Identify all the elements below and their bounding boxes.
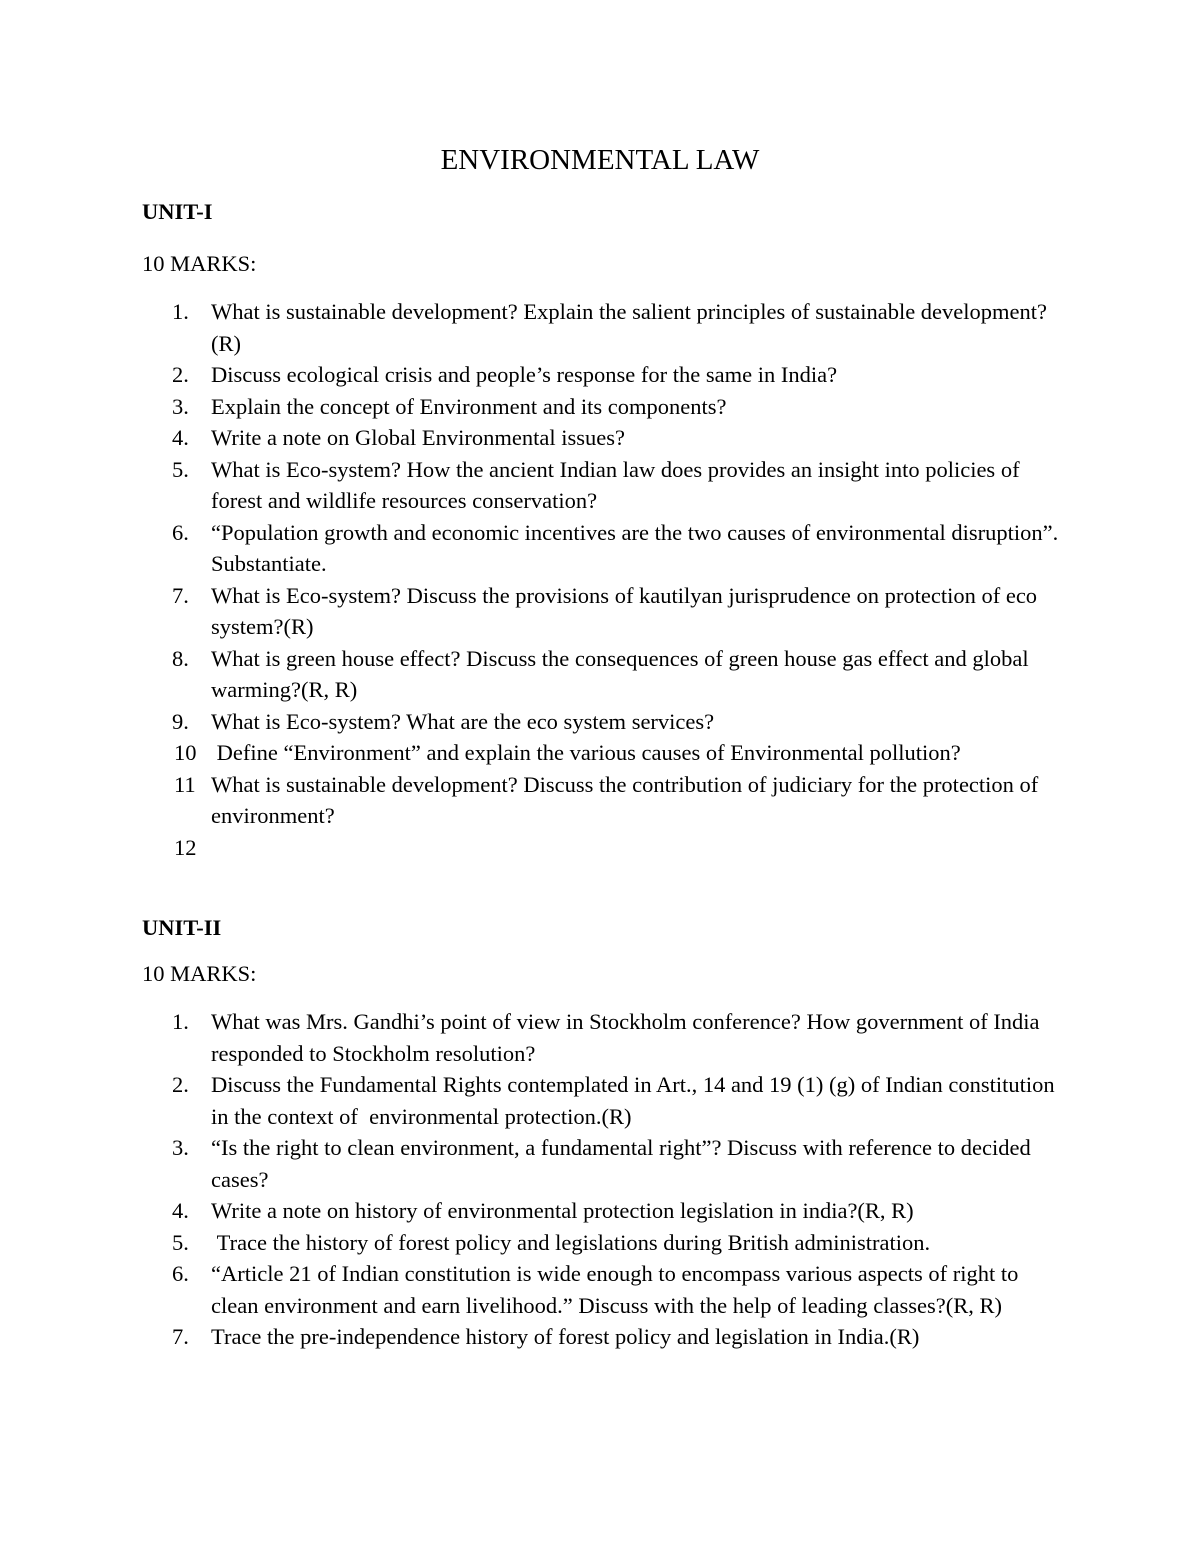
question-number: 12	[174, 834, 197, 860]
unit-1-question-5	[0, 454, 1061, 517]
question-text: Define “Environment” and explain the various causes of Environmental pollution?	[211, 740, 961, 765]
question-text: Discuss ecological crisis and people’s response for the same in India?	[211, 362, 838, 387]
unit-2-question-7	[0, 1321, 1061, 1353]
question-text: What is sustainable development? Explain the salient principles of sustainable development?(R)	[211, 299, 1048, 356]
question-text: “Article 21 of Indian constitution is wide enough to encompass various aspects of right to clean environment and earn livelihood.” Discuss with the help of leading classes?(R, R)	[211, 1261, 1019, 1318]
question-text: Trace the pre-independence history of forest policy and legislation in India.(R)	[211, 1324, 920, 1349]
question-number: 6.	[172, 1261, 189, 1286]
question-number: 10	[174, 740, 197, 765]
question-number: 4.	[172, 1198, 189, 1223]
unit-1-question-7	[0, 580, 1061, 643]
unit-2-question-4	[0, 1195, 1061, 1227]
question-number: 5.	[172, 1229, 189, 1255]
question-number: 3.	[172, 393, 189, 419]
question-number: 7.	[172, 582, 189, 608]
question-number: 7.	[172, 1324, 189, 1349]
question-text: Write a note on history of environmental protection legislation in india?(R, R)	[211, 1198, 914, 1223]
document-title: ENVIRONMENTAL LAW	[440, 144, 760, 176]
question-number: 2.	[172, 1072, 189, 1097]
question-text: What is sustainable development? Discuss the contribution of judiciary for the protection of environment?	[211, 771, 1039, 828]
unit-1-question-4	[0, 422, 1061, 454]
question-text: Write a note on Global Environmental issues?	[211, 425, 625, 450]
unit-1-question-10	[0, 737, 1061, 769]
question-number: 8.	[172, 645, 189, 671]
unit-2-question-5	[0, 1227, 1061, 1259]
question-text: What is Eco-system? Discuss the provisions of kautilyan jurisprudence on protection of eco system?(R)	[211, 582, 1038, 639]
unit-2-question-3	[0, 1132, 1061, 1195]
unit-1-marks-label: 10 MARKS:	[142, 251, 257, 276]
unit-1-question-2	[0, 359, 1061, 391]
question-text: “Is the right to clean environment, a fundamental right”? Discuss with reference to decided cases?	[211, 1135, 1031, 1192]
unit-1-question-6	[0, 517, 1061, 580]
question-number: 1.	[172, 1009, 189, 1034]
unit-2-question-list	[0, 1006, 1200, 1353]
question-text: What is Eco-system? How the ancient Indian law does provides an insight into policies of forest and wildlife resources conservation?	[211, 456, 1020, 513]
question-number: 6.	[172, 519, 189, 545]
question-text: Discuss the Fundamental Rights contemplated in Art., 14 and 19 (1) (g) of Indian constitution in the context of environmental protection.(R)	[211, 1072, 1061, 1129]
question-text: Trace the history of forest policy and legislations during British administration.	[211, 1229, 931, 1255]
unit-1-question-list	[0, 296, 1200, 863]
unit-1-question-12	[0, 832, 1061, 864]
question-text: “Population growth and economic incentives are the two causes of environmental disruption”. Substantiate.	[211, 519, 1059, 576]
unit-1-question-1	[0, 296, 1061, 359]
unit-1-question-8	[0, 643, 1061, 706]
question-number: 3.	[172, 1135, 189, 1160]
unit-1-heading: UNIT-I	[142, 199, 213, 224]
question-number: 2.	[172, 362, 189, 387]
question-number: 1.	[172, 299, 189, 324]
question-text: What is green house effect? Discuss the consequences of green house gas effect and global warming?(R, R)	[211, 645, 1029, 702]
question-text: Explain the concept of Environment and its components?	[211, 393, 727, 419]
unit-2-question-6	[0, 1258, 1061, 1321]
question-number: 5.	[172, 456, 189, 482]
unit-1-question-3	[0, 391, 1061, 423]
question-number: 9.	[172, 708, 189, 734]
unit-2-question-1	[0, 1006, 1061, 1069]
unit-2-marks-label: 10 MARKS:	[142, 961, 257, 986]
question-text: What is Eco-system? What are the eco system services?	[211, 708, 715, 734]
unit-2-heading: UNIT-II	[142, 915, 222, 940]
unit-1-question-9	[0, 706, 1061, 738]
question-number: 4.	[172, 425, 189, 450]
question-number: 11	[174, 771, 196, 797]
unit-2-question-2	[0, 1069, 1061, 1132]
question-text: What was Mrs. Gandhi’s point of view in Stockholm conference? How government of India responded to Stockholm resolution?	[211, 1009, 1040, 1066]
unit-1-question-11	[0, 769, 1061, 832]
